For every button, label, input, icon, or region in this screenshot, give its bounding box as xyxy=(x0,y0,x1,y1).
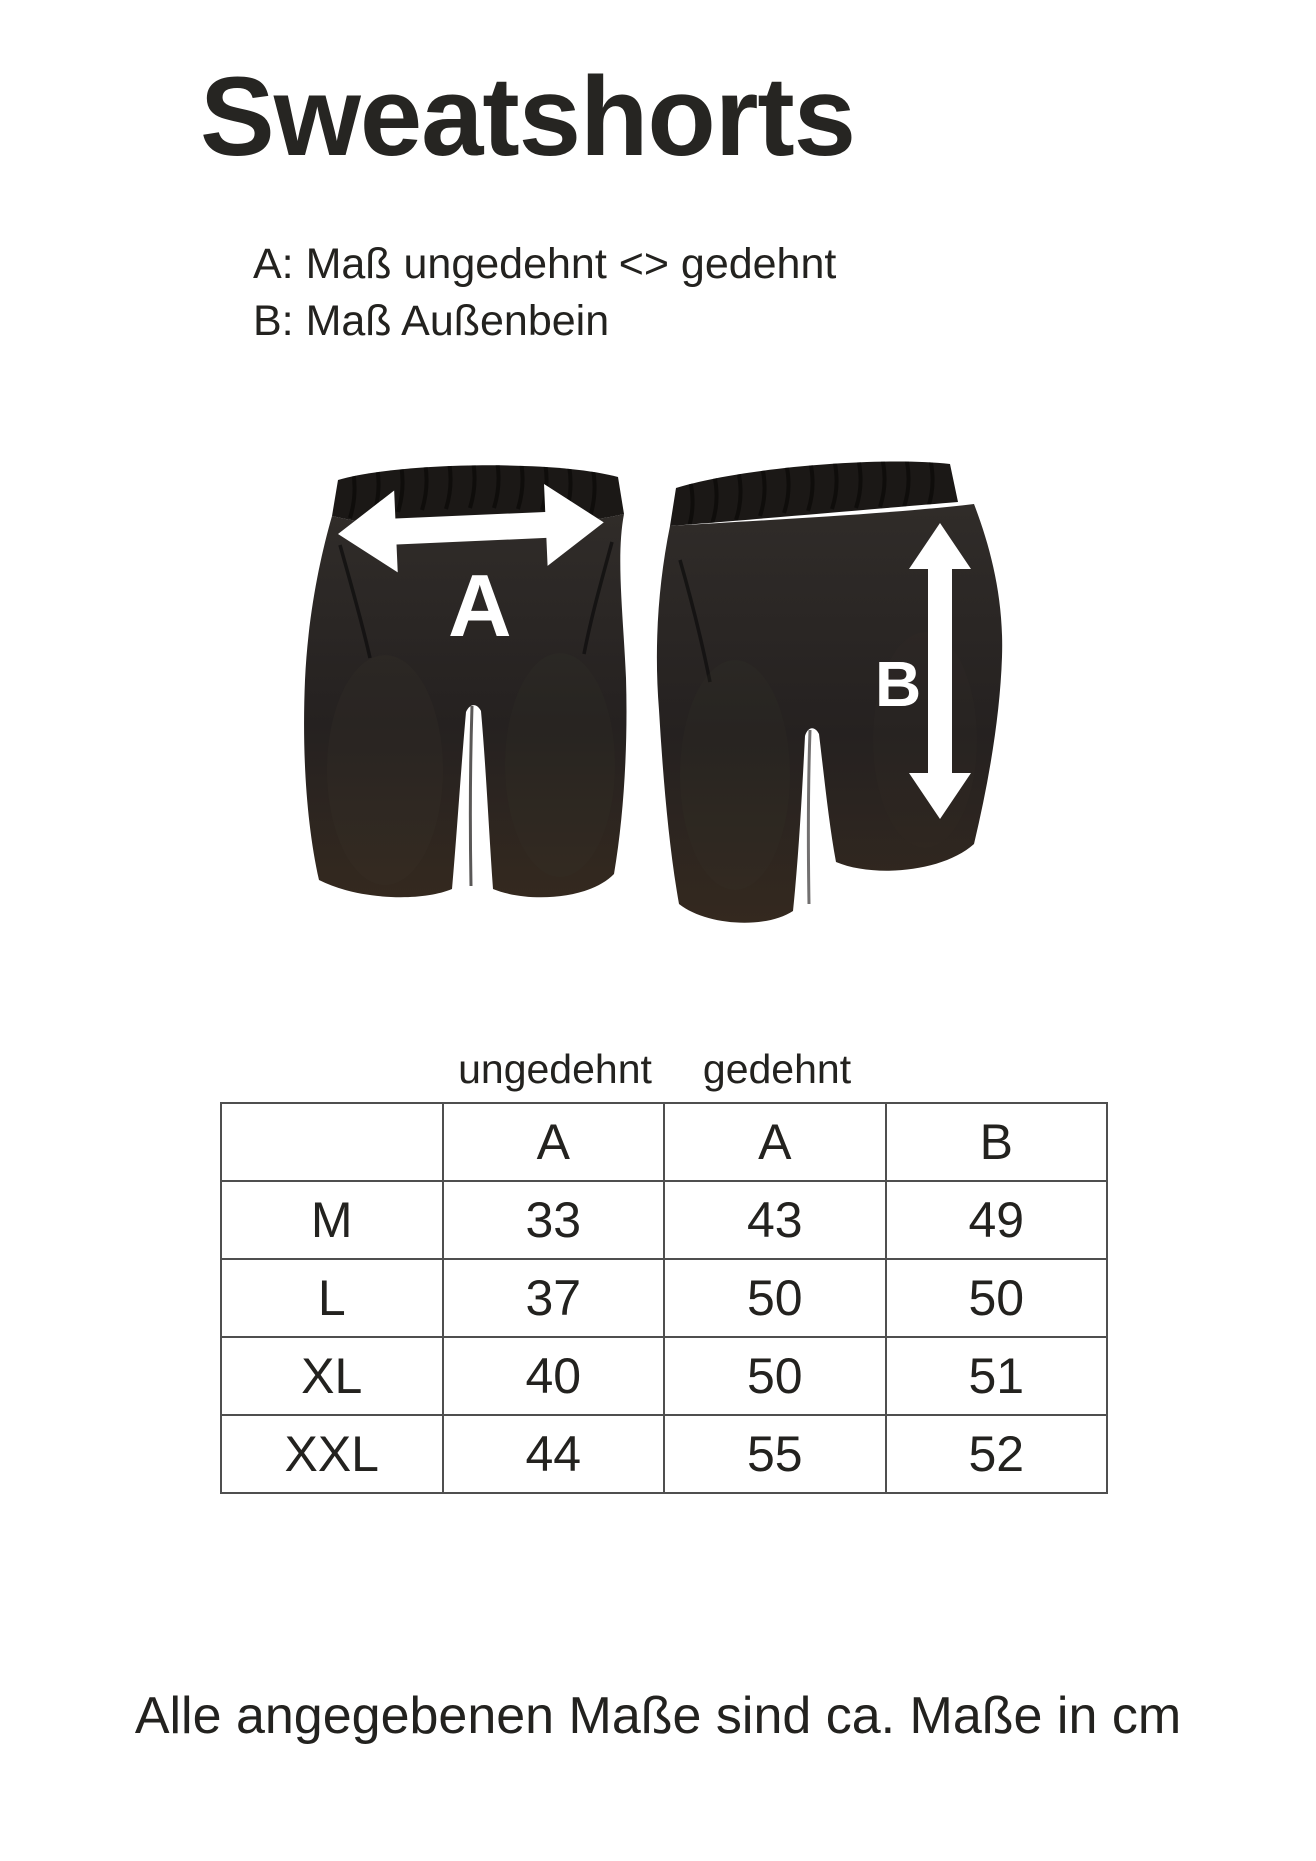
table-row-xl xyxy=(221,1337,1107,1415)
value-cell: 55 xyxy=(664,1415,886,1493)
header-cell-a-ungedehnt: A xyxy=(443,1103,665,1181)
size-cell: XL xyxy=(221,1337,443,1415)
figure-label-b: B xyxy=(875,648,922,720)
legend-line-b: B: Maß Außenbein xyxy=(253,297,610,345)
value-cell: 50 xyxy=(664,1337,886,1415)
header-cell-b: B xyxy=(886,1103,1108,1181)
legend-line-a: A: Maß ungedehnt <> gedehnt xyxy=(253,240,837,288)
value-cell: 51 xyxy=(886,1337,1108,1415)
size-table-header-row xyxy=(221,1103,1107,1181)
column-group-label-gedehnt: gedehnt xyxy=(702,1046,852,1092)
value-cell: 33 xyxy=(443,1181,665,1259)
value-cell: 44 xyxy=(443,1415,665,1493)
table-row-m xyxy=(221,1181,1107,1259)
value-cell: 49 xyxy=(886,1181,1108,1259)
table-row-l xyxy=(221,1259,1107,1337)
size-cell: L xyxy=(221,1259,443,1337)
page-title: Sweatshorts xyxy=(200,54,855,179)
column-group-label-ungedehnt: ungedehnt xyxy=(458,1046,652,1092)
value-cell: 37 xyxy=(443,1259,665,1337)
size-table xyxy=(220,1102,1108,1494)
footer-note: Alle angegebenen Maße sind ca. Maße in cm xyxy=(134,1687,1182,1745)
value-cell: 40 xyxy=(443,1337,665,1415)
size-cell: M xyxy=(221,1181,443,1259)
size-cell: XXL xyxy=(221,1415,443,1493)
value-cell: 43 xyxy=(664,1181,886,1259)
value-cell: 50 xyxy=(886,1259,1108,1337)
value-cell: 52 xyxy=(886,1415,1108,1493)
header-cell-a-gedehnt: A xyxy=(664,1103,886,1181)
value-cell: 50 xyxy=(664,1259,886,1337)
table-row-xxl xyxy=(221,1415,1107,1493)
figure-label-a: A xyxy=(448,556,512,655)
header-cell-size xyxy=(221,1103,443,1181)
